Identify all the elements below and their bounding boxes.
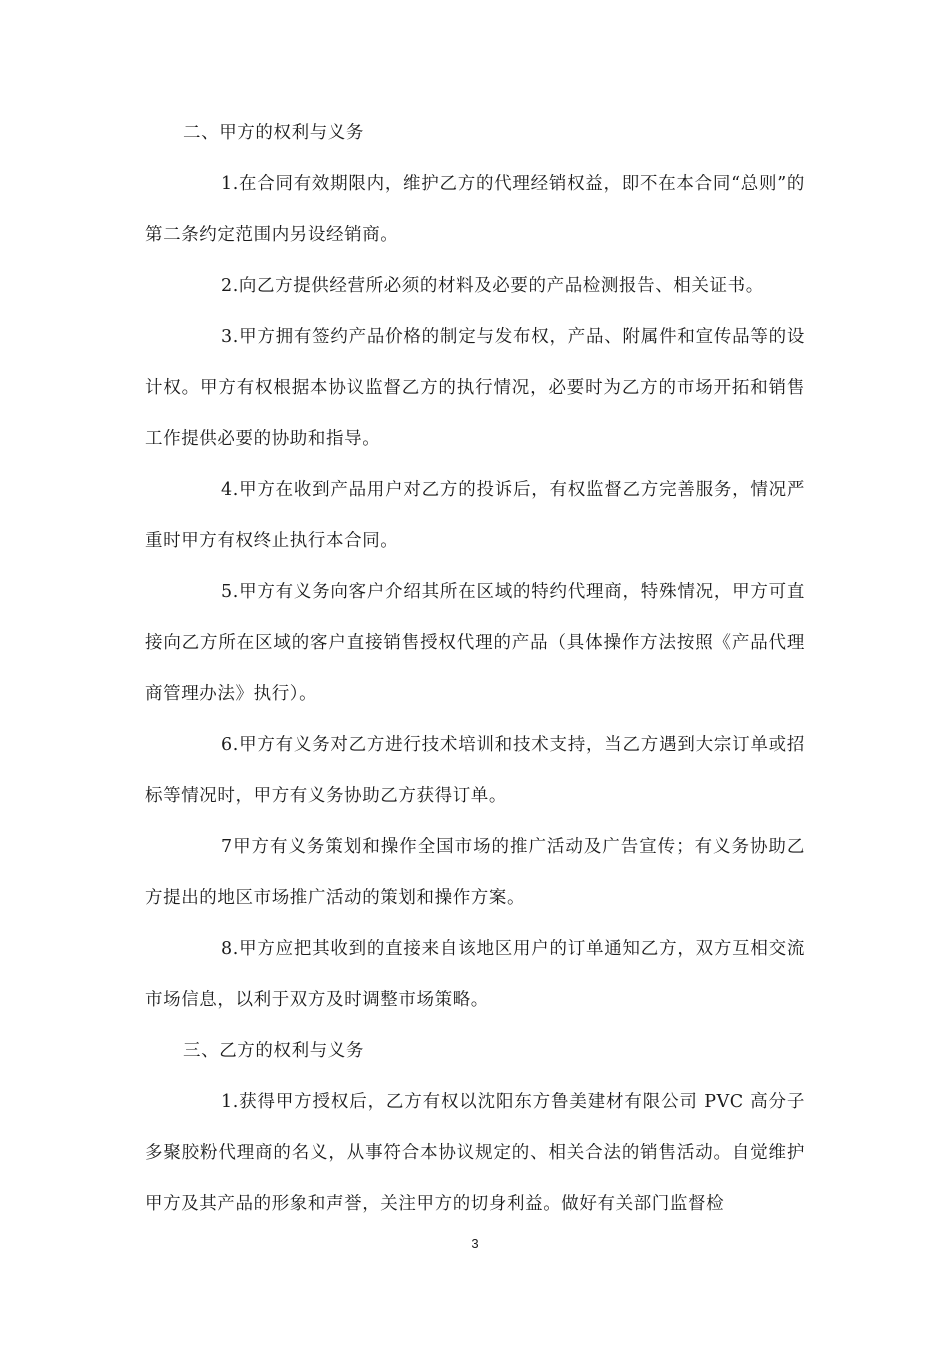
paragraph-text: 甲方应把其收到的直接来自该地区用户的订单通知乙方，双方互相交流市场信息，以利于双方及时调整市场策略。 [145, 939, 805, 1010]
clause-number: 5. [221, 582, 239, 602]
clause-paragraph [145, 567, 805, 720]
paragraph-text: 获得甲方授权后，乙方有权以沈阳东方鲁美建材有限公司 PVC 高分子多聚胶粉代理商的名义，从事符合本协议规定的、相关合法的销售活动。自觉维护甲方及其产品的形象和声誉，关注甲方的切身利益。做好有关部门监督检 [145, 1092, 805, 1214]
clause-paragraph [145, 312, 805, 465]
paragraph-text: 甲方在收到产品用户对乙方的投诉后，有权监督乙方完善服务，情况严重时甲方有权终止执行本合同。 [145, 480, 805, 551]
paragraph-text: 二、甲方的权利与义务 [183, 123, 364, 143]
paragraph-text: 在合同有效期限内，维护乙方的代理经销权益，即不在本合同“总则”的第二条约定范围内另设经销商。 [145, 174, 805, 245]
clause-paragraph [145, 261, 805, 312]
clause-number: 8. [221, 939, 239, 959]
paragraph-text: 三、乙方的权利与义务 [183, 1041, 364, 1061]
section-heading [145, 1026, 805, 1077]
page-number: 3 [471, 1236, 479, 1251]
paragraph-text: 甲方有义务对乙方进行技术培训和技术支持，当乙方遇到大宗订单或招标等情况时，甲方有义务协助乙方获得订单。 [145, 735, 805, 806]
paragraph-text: 甲方有义务策划和操作全国市场的推广活动及广告宣传；有义务协助乙方提出的地区市场推广活动的策划和操作方案。 [145, 837, 805, 908]
section-heading [145, 108, 805, 159]
clause-number: 3. [221, 327, 239, 347]
clause-paragraph [145, 159, 805, 261]
document-body [145, 108, 805, 1230]
paragraph-text: 甲方拥有签约产品价格的制定与发布权，产品、附属件和宣传品等的设计权。甲方有权根据本协议监督乙方的执行情况，必要时为乙方的市场开拓和销售工作提供必要的协助和指导。 [145, 327, 805, 449]
clause-paragraph [145, 924, 805, 1026]
clause-paragraph [145, 1077, 805, 1230]
clause-paragraph [145, 822, 805, 924]
clause-number: 4. [221, 480, 239, 500]
clause-number: 6. [221, 735, 239, 755]
paragraph-text: 向乙方提供经营所必须的材料及必要的产品检测报告、相关证书。 [238, 276, 764, 296]
clause-number: 2. [221, 276, 239, 296]
paragraph-text: 甲方有义务向客户介绍其所在区域的特约代理商，特殊情况，甲方可直接向乙方所在区域的客户直接销售授权代理的产品（具体操作方法按照《产品代理商管理办法》执行）。 [145, 582, 805, 704]
clause-number: 1. [221, 1092, 239, 1112]
clause-paragraph [145, 720, 805, 822]
clause-number: 7 [221, 837, 233, 857]
clause-number: 1. [221, 174, 239, 194]
clause-paragraph [145, 465, 805, 567]
